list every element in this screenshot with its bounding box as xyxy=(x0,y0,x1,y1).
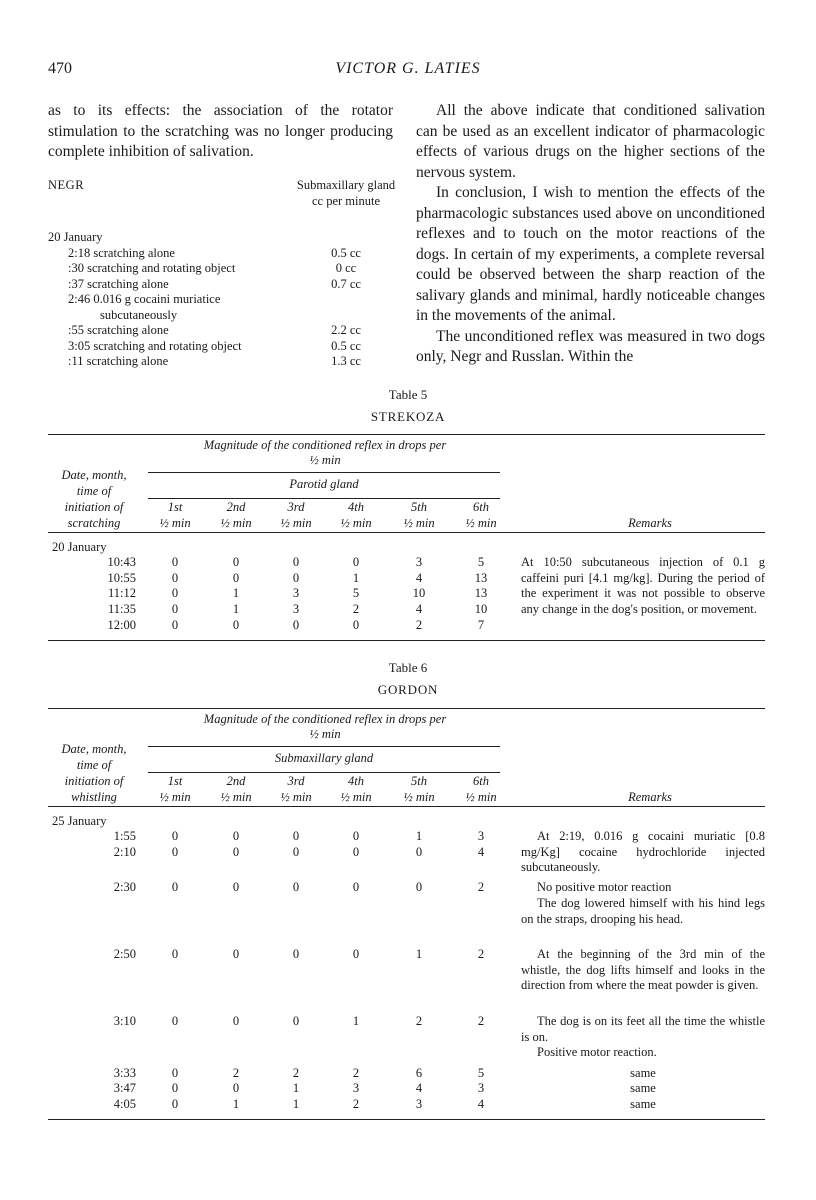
negr-row-event-cont: subcutaneously xyxy=(100,307,178,322)
table5-cell-value: 0 xyxy=(292,555,300,569)
table6-row-time: 4:05 xyxy=(113,1097,136,1111)
table6-title: Table 6 xyxy=(388,660,428,675)
running-author: VICTOR G. LATIES xyxy=(335,60,481,77)
table6-gland-rule xyxy=(148,746,500,747)
table6-cell-value: 0 xyxy=(171,880,179,894)
table6-remark: same xyxy=(630,1081,656,1095)
table5-cell-value: 1 xyxy=(232,586,240,600)
table6-remark-cont: Positive motor reaction. xyxy=(537,1045,657,1059)
table5-row-time: 12:00 xyxy=(107,618,136,632)
table5-first-col-head: Date, month, xyxy=(61,468,127,482)
table5-interval-head: 4th xyxy=(348,500,364,514)
table5-row-time: 11:35 xyxy=(107,602,136,616)
table6-cell-value: 2 xyxy=(292,1066,300,1080)
table6-cell-value: 0 xyxy=(415,880,423,894)
negr-row-value: 0.5 cc xyxy=(331,245,361,260)
negr-row xyxy=(48,339,396,355)
table5-half-min: ½ min xyxy=(159,516,191,530)
table6-cell-value: 0 xyxy=(352,829,360,843)
negr-row-value: 1.3 cc xyxy=(331,354,361,368)
table6-cell-value: 1 xyxy=(352,1014,360,1028)
table6-cell-value: 0 xyxy=(415,845,423,859)
table5-cell-value: 10 xyxy=(474,602,488,616)
table5-bottom-rule xyxy=(48,640,765,641)
table5-cell-value: 5 xyxy=(477,555,485,569)
table5-header-rule xyxy=(48,532,765,533)
table6-first-col-head: initiation of xyxy=(64,774,124,788)
table5-interval-head: 3rd xyxy=(287,500,305,514)
table5-cell-value: 13 xyxy=(474,586,488,600)
table5-cell-value: 1 xyxy=(352,571,360,585)
negr-row-event: :11 scratching alone xyxy=(68,354,169,368)
table6-cell-value: 0 xyxy=(352,845,360,859)
table6-cell-value: 0 xyxy=(232,880,240,894)
table6-half-rule xyxy=(148,772,500,773)
table5-subject: STREKOZA xyxy=(370,409,446,424)
table5-row-time: 10:43 xyxy=(107,555,136,569)
table5-half-min: ½ min xyxy=(465,516,497,530)
table5-cell-value: 0 xyxy=(232,555,240,569)
table6-remark: At the beginning of the 3rd min of the whistle, the dog lifts himself and looks in the direction from where the meat powder is given. xyxy=(521,947,765,992)
table6-row-time: 1:55 xyxy=(113,829,136,843)
table6-half-min: ½ min xyxy=(159,790,191,804)
left-paragraph: as to its effects: the association of the rotator stimulation to the scratching was no longer producing complete inhibition of salivation. xyxy=(48,102,393,160)
table6-cell-value: 0 xyxy=(232,1014,240,1028)
table6-cell-value: 1 xyxy=(292,1081,300,1095)
negr-row xyxy=(48,261,396,277)
table5-half-min: ½ min xyxy=(220,516,252,530)
table6-cell-value: 0 xyxy=(171,1097,179,1111)
table6-interval-head: 5th xyxy=(411,774,427,788)
table6-row-time: 2:10 xyxy=(113,845,136,859)
table5-cell-value: 4 xyxy=(415,571,423,585)
table5-cell-value: 13 xyxy=(474,571,488,585)
table5-row-time: 11:12 xyxy=(107,586,136,600)
table6-cell-value: 2 xyxy=(415,1014,423,1028)
table6-cell-value: 0 xyxy=(292,845,300,859)
table6-cell-value: 0 xyxy=(292,880,300,894)
table6-cell-value: 0 xyxy=(171,947,179,961)
table5-interval-head: 6th xyxy=(473,500,489,514)
table6-cell-value: 1 xyxy=(415,947,423,961)
table5-remarks-head: Remarks xyxy=(628,516,672,530)
table5-cell-value: 10 xyxy=(412,586,426,600)
table6-row-time: 3:33 xyxy=(113,1066,136,1080)
table6-cell-value: 0 xyxy=(292,947,300,961)
table6-bottom-rule xyxy=(48,1119,765,1120)
table6-interval-head: 3rd xyxy=(287,774,305,788)
table6-cell-value: 3 xyxy=(477,1081,485,1095)
table6-remark: same xyxy=(630,1097,656,1111)
table5-first-col-head: scratching xyxy=(67,516,121,530)
table6-row-time: 2:50 xyxy=(113,947,136,961)
negr-row-value: 0.7 cc xyxy=(331,276,361,291)
table5-interval-head: 5th xyxy=(411,500,427,514)
table6-interval-head: 4th xyxy=(348,774,364,788)
table6-cell-value: 0 xyxy=(232,845,240,859)
table5-cell-value: 2 xyxy=(415,618,423,632)
table6-remark: At 2:19, 0.016 g cocaini muriatic [0.8 mg/Kg] cocaine hydrochloride injected subcutaneously. xyxy=(521,829,765,874)
table6-cell-value: 1 xyxy=(232,1097,240,1111)
table6-remark-cont: The dog lowered himself with his hind legs on the straps, drooping his head. xyxy=(521,896,765,926)
table6-cell-value: 0 xyxy=(292,1014,300,1028)
table5-cell-value: 2 xyxy=(352,602,360,616)
table6-cell-value: 1 xyxy=(292,1097,300,1111)
table6-cell-value: 0 xyxy=(352,880,360,894)
right-paragraph-1: All the above indicate that conditioned salivation can be used as an excellent indicator of pharmacologic effects of various drugs on the higher sections of the nervous system. xyxy=(416,102,765,181)
table6-half-min: ½ min xyxy=(280,790,312,804)
table6-row-time: 3:47 xyxy=(113,1081,136,1095)
table5-cell-value: 0 xyxy=(171,555,179,569)
table5-cell-value: 0 xyxy=(352,555,360,569)
table6-interval-head: 2nd xyxy=(226,774,246,788)
table6-remark: No positive motor reaction xyxy=(537,880,672,894)
table6-cell-value: 0 xyxy=(171,829,179,843)
table6-half-min: ½ min xyxy=(403,790,435,804)
table5-cell-value: 0 xyxy=(171,586,179,600)
table6-first-col-head: time of xyxy=(76,758,112,772)
table5-top-rule xyxy=(48,434,765,435)
table6-cell-value: 0 xyxy=(352,947,360,961)
table6-gland-head: Submaxillary gland xyxy=(274,751,374,765)
table6-interval-head: 1st xyxy=(167,774,183,788)
table5-cell-value: 0 xyxy=(292,571,300,585)
table5-half-min: ½ min xyxy=(340,516,372,530)
table6-cell-value: 1 xyxy=(415,829,423,843)
table6-row-time: 3:10 xyxy=(113,1014,136,1028)
table6-half-min: ½ min xyxy=(220,790,252,804)
table6-remark: The dog is on its feet all the time the whistle is on. xyxy=(521,1014,765,1044)
left-column-text xyxy=(48,101,393,163)
table5-gland-rule xyxy=(148,472,500,473)
table6-cell-value: 2 xyxy=(477,947,485,961)
table6-cell-value: 0 xyxy=(171,1081,179,1095)
negr-column-head: Submaxillary gland cc per minute xyxy=(296,178,396,208)
table6-cell-value: 0 xyxy=(171,1066,179,1080)
table5-first-col-head: initiation of xyxy=(64,500,124,514)
negr-row-event: :30 scratching and rotating object xyxy=(68,261,236,275)
negr-row-event: :37 scratching alone xyxy=(68,276,169,291)
table6-top-rule xyxy=(48,708,765,709)
table5-remark: At 10:50 subcutaneous injection of 0.1 g caffeini puri [4.1 mg/kg]. During the period of the experiment it was not possible to observe any change in the dog's position, or movement. xyxy=(521,555,765,616)
right-column-text xyxy=(416,101,765,368)
negr-row xyxy=(48,277,396,293)
negr-row-event: 2:18 scratching alone xyxy=(68,245,175,260)
table5-cell-value: 5 xyxy=(352,586,360,600)
table6-row-time: 2:30 xyxy=(113,880,136,894)
table5-half-min: ½ min xyxy=(280,516,312,530)
table5-first-col-head: time of xyxy=(76,484,112,498)
table6-cell-value: 2 xyxy=(352,1066,360,1080)
negr-row xyxy=(48,292,396,323)
table6-subject: GORDON xyxy=(377,682,439,697)
table5-cell-value: 7 xyxy=(477,618,485,632)
table5-cell-value: 3 xyxy=(415,555,423,569)
negr-row xyxy=(48,354,396,370)
table6-cell-value: 0 xyxy=(232,829,240,843)
table5-cell-value: 1 xyxy=(232,602,240,616)
table6-cell-value: 2 xyxy=(477,1014,485,1028)
table6-cell-value: 3 xyxy=(477,829,485,843)
table5-magnitude-head: Magnitude of the conditioned reflex in drops per ½ min xyxy=(203,438,447,467)
negr-record xyxy=(48,178,396,370)
table6-cell-value: 3 xyxy=(415,1097,423,1111)
table5-cell-value: 0 xyxy=(171,618,179,632)
negr-row xyxy=(48,323,396,339)
table6-cell-value: 2 xyxy=(232,1066,240,1080)
table6-cell-value: 4 xyxy=(415,1081,423,1095)
table6-cell-value: 0 xyxy=(232,1081,240,1095)
table5-cell-value: 3 xyxy=(292,602,300,616)
table6-cell-value: 6 xyxy=(415,1066,423,1080)
negr-row-value: 0.5 cc xyxy=(331,338,361,353)
table6-half-min: ½ min xyxy=(465,790,497,804)
table5-date: 20 January xyxy=(52,540,107,554)
table5-cell-value: 0 xyxy=(232,571,240,585)
table5-cell-value: 3 xyxy=(292,586,300,600)
negr-row-event: 2:46 0.016 g cocaini muriatice xyxy=(68,292,221,306)
table6-cell-value: 4 xyxy=(477,1097,485,1111)
table5-cell-value: 0 xyxy=(171,571,179,585)
table6-remark: same xyxy=(630,1066,656,1080)
right-paragraph-3: The unconditioned reflex was measured in two dogs only, Negr and Russlan. Within the xyxy=(416,327,765,365)
negr-date: 20 January xyxy=(48,230,103,244)
table5-interval-head: 2nd xyxy=(226,500,246,514)
table5-half-min: ½ min xyxy=(403,516,435,530)
page-number: 470 xyxy=(48,60,72,77)
negr-row xyxy=(48,246,396,262)
table6-cell-value: 2 xyxy=(352,1097,360,1111)
negr-label: NEGR xyxy=(48,178,85,192)
negr-row-event: :55 scratching alone xyxy=(68,323,169,337)
table6-half-min: ½ min xyxy=(340,790,372,804)
table6-cell-value: 0 xyxy=(171,1014,179,1028)
running-head xyxy=(48,60,768,82)
negr-row-event: 3:05 scratching and rotating object xyxy=(68,338,242,353)
table6-magnitude-head: Magnitude of the conditioned reflex in drops per ½ min xyxy=(203,712,447,741)
table6-cell-value: 2 xyxy=(477,880,485,894)
negr-rows xyxy=(48,246,396,370)
table6-date: 25 January xyxy=(52,814,107,828)
table6-interval-head: 6th xyxy=(473,774,489,788)
table5-row-time: 10:55 xyxy=(107,571,136,585)
table6-first-col-head: whistling xyxy=(71,790,117,804)
table5-title: Table 5 xyxy=(388,387,428,402)
negr-header xyxy=(48,178,396,230)
table5-half-rule xyxy=(148,498,500,499)
table5-cell-value: 0 xyxy=(292,618,300,632)
negr-row-value: 2.2 cc xyxy=(331,323,361,337)
table6-cell-value: 0 xyxy=(232,947,240,961)
table6-cell-value: 4 xyxy=(477,845,485,859)
table6-cell-value: 0 xyxy=(171,845,179,859)
table6-header-rule xyxy=(48,806,765,807)
table6-first-col-head: Date, month, xyxy=(61,742,127,756)
table6-remarks-head: Remarks xyxy=(628,790,672,804)
table5-gland-head: Parotid gland xyxy=(289,477,359,491)
table6-cell-value: 0 xyxy=(292,829,300,843)
table5-cell-value: 0 xyxy=(232,618,240,632)
table5-interval-head: 1st xyxy=(167,500,183,514)
table5-cell-value: 0 xyxy=(352,618,360,632)
table6-cell-value: 3 xyxy=(352,1081,360,1095)
negr-row-value: 0 cc xyxy=(335,261,357,275)
table6-cell-value: 5 xyxy=(477,1066,485,1080)
table5-cell-value: 4 xyxy=(415,602,423,616)
table5-cell-value: 0 xyxy=(171,602,179,616)
right-paragraph-2: In conclusion, I wish to mention the effects of the pharmacologic substances used above on unconditioned reflexes and to touch on the motor reactions of the dogs. In certain of my experiments, a complete reversal could be observed between the sharp reaction of the salivary glands and minimal, hardly noticeable changes in the movements of the animal. xyxy=(416,184,765,324)
